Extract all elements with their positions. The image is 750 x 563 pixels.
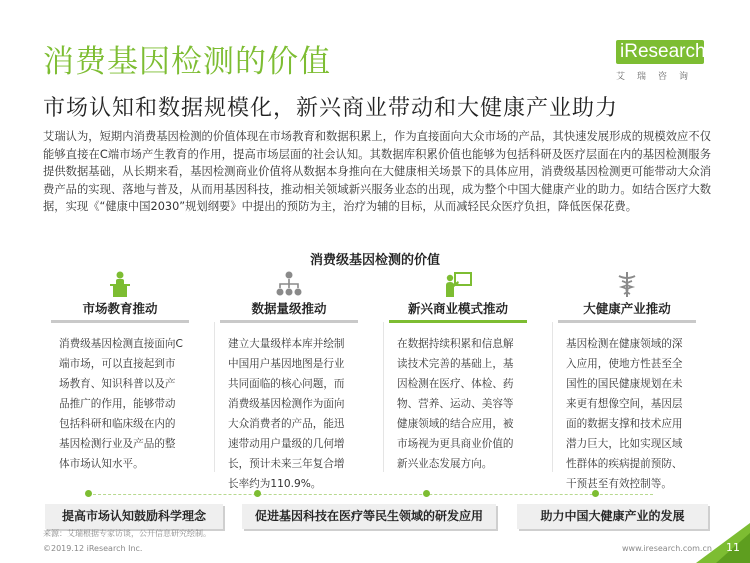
column-body: 在数据持续积累和信息解读技术完善的基础上，基因检测在医疗、体检、药物、营养、运动、美容等健康领域的结合应用，被市场视为更具商业价值的新兴业态发展方向。 (397, 338, 514, 470)
copyright: ©2019.12 iResearch Inc. (43, 544, 143, 553)
page-corner-decoration (696, 523, 750, 563)
column-label: 数据量级推动 (251, 301, 327, 316)
iresearch-logo (616, 40, 708, 86)
logo-subtext: 艾瑞咨询 (616, 72, 701, 82)
bottom-outcome-3: 助力中国大健康产业的发展 (517, 504, 708, 529)
page-title: 消费基因检测的价值 (43, 44, 331, 80)
column-body: 基因检测在健康领域的深入应用，使地方性甚至全国性的国民健康规划在未来更有想像空间，基因层面的数据支撑和技术应用潜力巨大，比如实现区域性群体的疾病提前预防、干预甚至有效控制等。 (566, 338, 683, 490)
column-bar (389, 320, 527, 323)
column-label: 大健康产业推动 (583, 301, 671, 316)
column-divider (552, 322, 553, 472)
column-bar (558, 320, 696, 323)
page-subtitle: 市场认知和数据规模化，新兴商业带动和大健康产业助力 (43, 96, 619, 121)
bottom-outcome-1: 提高市场认知鼓励科学理念 (45, 504, 223, 529)
connector-dot (85, 490, 92, 497)
column-label: 新兴商业模式推动 (407, 301, 508, 316)
presenter-icon (443, 270, 473, 298)
page-number: 11 (726, 541, 740, 554)
diagram-title: 消费级基因检测的价值 (309, 253, 440, 268)
column-body: 建立大量级样本库并绘制中国用户基因地图是行业共同面临的核心问题，而消费级基因检测作为面向大众消费者的产品，能迅速带动用户量级的几何增长，预计未来三年复合增长率约为110.9%。 (228, 338, 345, 490)
bottom-outcome-2: 促进基因科技在医疗等民生领域的研发应用 (242, 504, 496, 529)
intro-paragraph: 艾瑞认为，短期内消费基因检测的价值体现在市场教育和数据积累上，作为直接面向大众市场的产品，其快速发展形成的规模效应不仅能够直接在C端市场产生教育的作用，提高市场层面的社会认知。其数据库积累价值也能够为包括科研及医疗层面在内的基因检测服务提供数据基础，从长期来看，基因检测商业价值将从数据本身推向在大健康相关场景下的具体应用，消费级基因检测更可能带动大众消费产品的实现、落地与普及，从而用基因科技，推动相关领域新兴服务业态的出现，成为整个中国大健康产业的助力。如结合医疗大数据，实现《“健康中国2030”规划纲要》中提出的预防为主，治疗为辅的目标，从而减轻民众医疗负担，降低医保花费。 (43, 130, 711, 214)
bottom-connector-line (88, 494, 653, 496)
footer-url: www.iresearch.com.cn (622, 544, 712, 553)
connector-dot (423, 490, 430, 497)
podium-icon (105, 270, 135, 298)
connector-dot (254, 490, 261, 497)
column-bar (220, 320, 358, 323)
column-divider (214, 322, 215, 472)
column-divider (383, 322, 384, 472)
column-body: 消费级基因检测直接面向C端市场，可以直接起到市场教育、知识科普以及产品推广的作用，能够带动包括科研和临床级在内的基因检测行业及产品的整体市场认知水平。 (59, 338, 183, 470)
column-bar (51, 320, 189, 323)
column-label: 市场教育推动 (82, 301, 158, 316)
logo-text: iResearch (620, 41, 706, 62)
connector-dot (592, 490, 599, 497)
caduceus-icon (612, 270, 642, 298)
source-note: 来源：艾瑞根据专家访谈，公开信息研究绘制。 (43, 529, 211, 538)
network-icon (274, 270, 304, 298)
